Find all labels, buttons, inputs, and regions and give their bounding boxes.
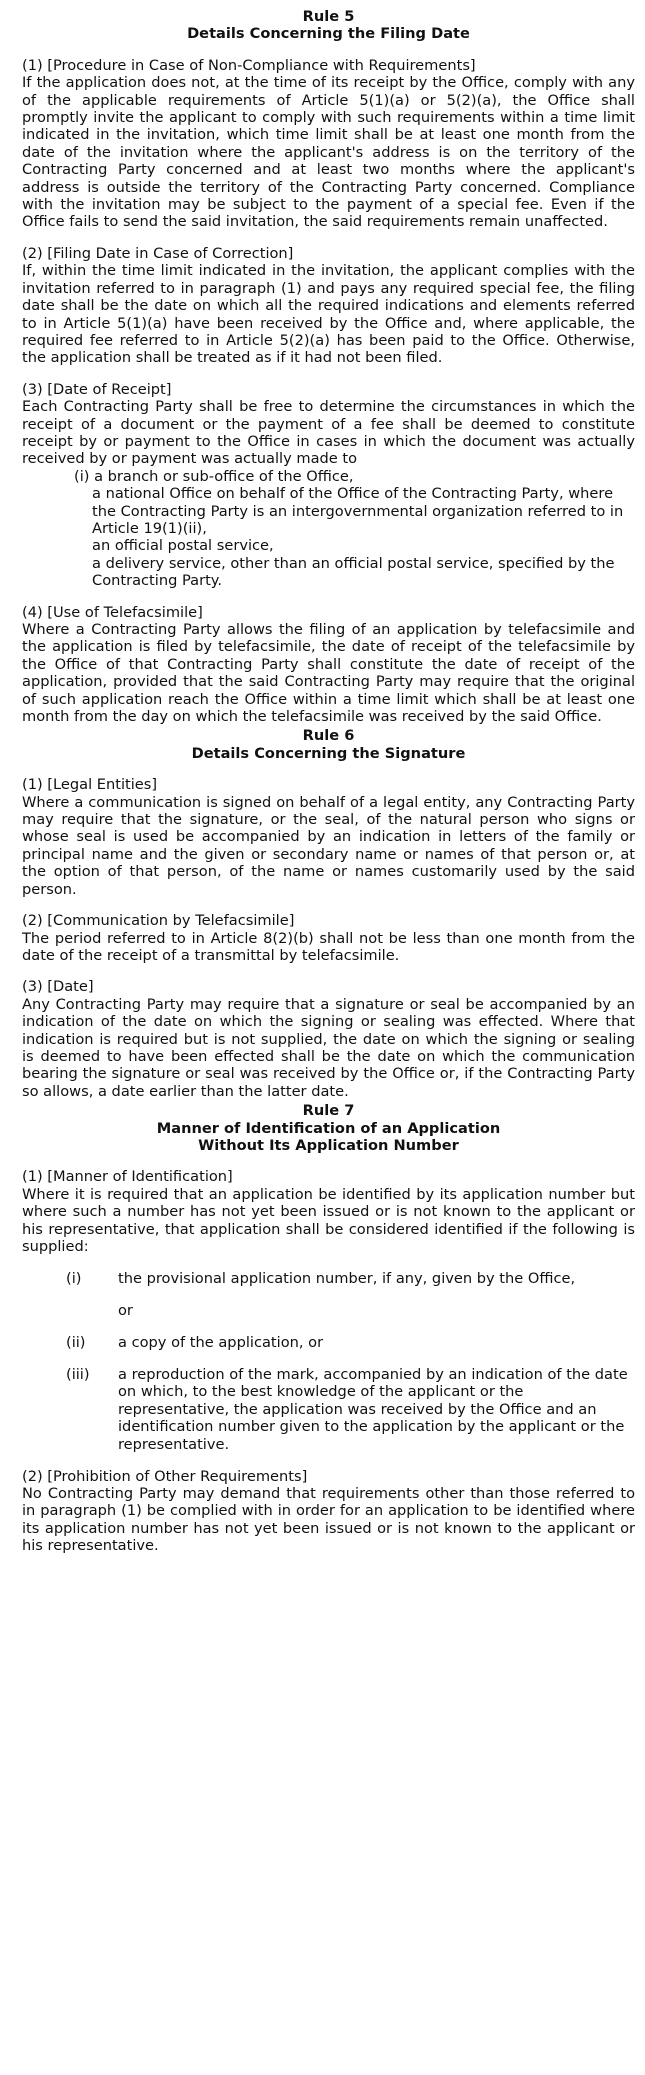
- rule5-p3-heading: (3) [Date of Receipt]: [22, 380, 172, 398]
- rule5-p2-text: If, within the time limit indicated in the invitation, the applicant complies with the invitation referred to in paragraph (1) and pays any required special fee, the filing date shall be the date on which all the required indications and elements referred to in Article 5(1)(a) have been received by the Office and, where applicable, the required fee referred to in Article 5(2)(a) has been paid to the Office. Otherwise, the application shall be treated as if it had not been filed.: [22, 262, 635, 367]
- item-number: (ii): [66, 1334, 86, 1351]
- rule6-paragraph-3: [22, 978, 635, 1100]
- rule5-p1-heading: (1) [Procedure in Case of Non-Compliance with Requirements]: [22, 56, 476, 74]
- rule5-p3-item-1: (i) a branch or sub-office of the Office,: [74, 467, 354, 485]
- rule6-p1-heading: (1) [Legal Entities]: [22, 776, 158, 794]
- rule6-p3-text: Any Contracting Party may require that a signature or seal be accompanied by an indication of the date on which the signing or sealing was effected. Where that indication is required but is not supplied, the date on which the signing or sealing is deemed to have been effected shall be the date on which the communication bearing the signature or seal was received by the Office or, if the Contracting Party so allows, a date earlier than the latter date.: [22, 995, 635, 1100]
- rule5-p1-text: If the application does not, at the time of its receipt by the Office, comply with any of the applicable requirements of Article 5(1)(a) or 5(2)(a), the Office shall promptly invite the applicant to comply with such requirements within a time limit indicated in the invitation, which time limit shall be at least one month from the date of the invitation where the applicant's address is on the territory of the Contracting Party concerned and at least two months where the applicant's address is outside the territory of the Contracting Party concerned. Compliance with the invitation may be subject to the payment of a special fee. Even if the Office fails to send the said invitation, the said requirements remain unaffected.: [22, 74, 635, 231]
- item-text: a copy of the application, or: [118, 1334, 324, 1351]
- rule7-title: Rule 7: [302, 1102, 355, 1120]
- rule6-p1-text: Where a communication is signed on behalf of a legal entity, any Contracting Party may require that the signature, or the seal, of the natural person who signs or whose seal is used be accompanied by an indication in letters of the family or principal name and the given or secondary name or names of that person or, at the option of that person, of the name or names customarily used by the said person.: [22, 793, 635, 898]
- rule7-subtitle-line1: Manner of Identification of an Application: [156, 1119, 501, 1137]
- item-number: (i): [66, 1270, 82, 1287]
- rule5-p3-item-2: a national Office on behalf of the Office of the Contracting Party, where the Contracting Party is an intergovernmental organization referred to in Article 19(1)(ii),: [92, 485, 624, 537]
- rule7-p1-item-i: [22, 1270, 635, 1287]
- rule5-p2-heading: (2) [Filing Date in Case of Correction]: [22, 244, 294, 262]
- rule7-paragraph-1: [22, 1168, 635, 1453]
- rule6-subtitle: Details Concerning the Signature: [191, 744, 466, 762]
- rule7-p1-item-ii: [22, 1334, 635, 1351]
- item-text: the provisional application number, if any, given by the Office,: [118, 1270, 576, 1287]
- rule7-p1-item-iii: [22, 1366, 635, 1453]
- rule6-paragraph-2: [22, 912, 635, 964]
- rule7-p1-text: Where it is required that an application be identified by its application number but where such a number has not yet been issued or is not known to the applicant or his representative, that application shall be considered identified if the following is supplied:: [22, 1185, 635, 1255]
- rule7-p1-heading: (1) [Manner of Identification]: [22, 1168, 233, 1186]
- rule7-p2-text: No Contracting Party may demand that requirements other than those referred to in paragraph (1) be complied with in order for an application to be identified where its application number has not yet been issued or is not known to the applicant or his representative.: [22, 1485, 635, 1555]
- rule6-paragraph-1: [22, 776, 635, 898]
- rule5-p3-item-3: an official postal service,: [92, 537, 274, 555]
- rule5-p4-heading: (4) [Use of Telefacsimile]: [22, 603, 203, 621]
- item-text: or: [118, 1302, 133, 1319]
- rule7-p2-heading: (2) [Prohibition of Other Requirements]: [22, 1467, 308, 1485]
- rule6-p3-heading: (3) [Date]: [22, 978, 94, 996]
- rule7-p1-item-or: [22, 1302, 635, 1319]
- rule5-paragraph-3: [22, 381, 635, 590]
- item-text: a reproduction of the mark, accompanied by an indication of the date on which, to the best knowledge of the applicant or the representative, the application was received by the Office and an identification number given to the application by the applicant or the representative.: [118, 1366, 628, 1453]
- rule5-p3-text: Each Contracting Party shall be free to determine the circumstances in which the receipt of a document or the payment of a fee shall be deemed to constitute receipt by or payment to the Office in cases in which the document was actually received by or payment was actually made to: [22, 398, 635, 468]
- rule5-title: Rule 5: [302, 8, 355, 25]
- rule6-p2-text: The period referred to in Article 8(2)(b) shall not be less than one month from the date of the receipt of a transmittal by telefacsimile.: [22, 929, 635, 964]
- rule7-subtitle-line2: Without Its Application Number: [198, 1136, 459, 1154]
- rule6-p2-heading: (2) [Communication by Telefacsimile]: [22, 912, 295, 930]
- rule6-title: Rule 6: [302, 727, 355, 745]
- rule5-paragraph-2: [22, 245, 635, 367]
- rule5-paragraph-1: [22, 57, 635, 231]
- rule5-subtitle: Details Concerning the Filing Date: [187, 25, 470, 43]
- rule5-p4-text: Where a Contracting Party allows the filing of an application by telefacsimile and the application is filed by telefacsimile, the date of receipt of the telefacsimile by the Office of that Contracting Party shall constitute the date of receipt of the application, provided that the said Contracting Party may require that the original of such application reach the Office within a time limit which shall be at least one month from the day on which the telefacsimile was received by the said Office.: [22, 621, 635, 726]
- item-number: (iii): [66, 1366, 90, 1383]
- rule5-paragraph-4: [22, 604, 635, 726]
- rule7-paragraph-2: [22, 1468, 635, 1555]
- rule5-p3-item-4: a delivery service, other than an official postal service, specified by the Contracting Party.: [92, 554, 615, 590]
